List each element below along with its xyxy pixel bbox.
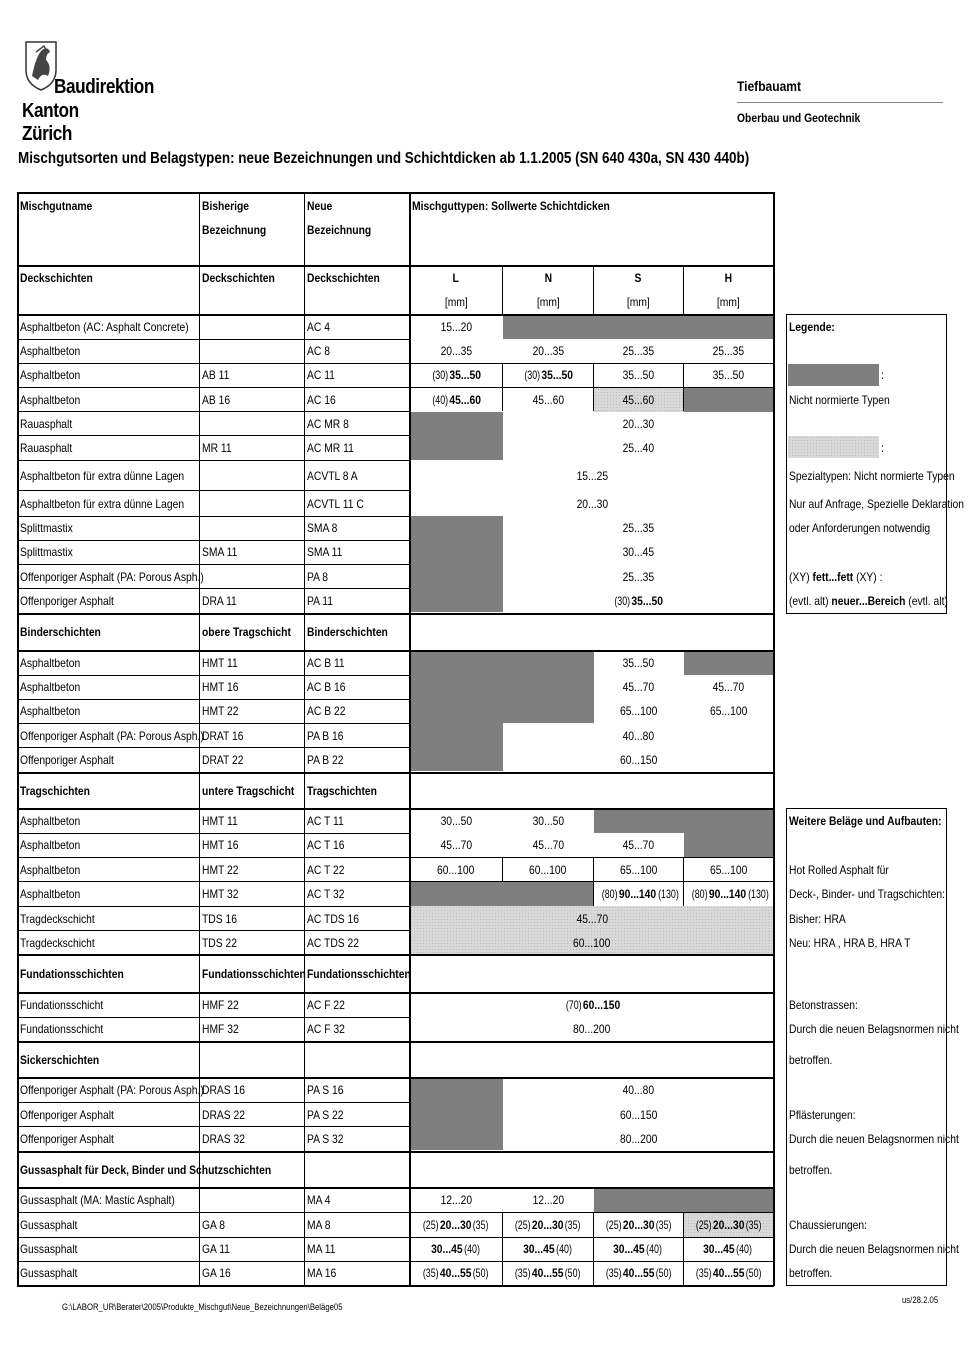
row-divider	[17, 339, 409, 340]
value-cell: (35)40...55(50)	[695, 1266, 762, 1280]
row-divider	[17, 460, 409, 461]
value-cell: 65...100	[619, 704, 658, 718]
table-row-new: AC B 11	[307, 656, 345, 670]
value-cell: 30...45	[622, 545, 655, 559]
table-row-old: DRAT 16	[202, 729, 244, 743]
row-divider	[410, 1237, 774, 1238]
table-row-new: PA 11	[307, 594, 334, 608]
value-cell: (25)20...30(35)	[423, 1218, 489, 1232]
nonstandard-cell	[410, 723, 503, 771]
legend-border	[786, 314, 787, 614]
table-row-old: HMT 32	[202, 887, 239, 901]
value-cell: 80...200	[619, 1132, 658, 1146]
more-border	[786, 808, 787, 1286]
table-row-old: TDS 22	[202, 936, 237, 950]
more-line: Pflästerungen:	[789, 1108, 856, 1122]
unit-mm: [mm]	[536, 295, 560, 309]
table-row-name: Offenporiger Asphalt	[20, 1132, 114, 1146]
org-line-2: Kanton Zürich	[22, 100, 79, 145]
table-row-old: MR 11	[202, 441, 232, 455]
value-cell: 35...50	[622, 656, 655, 670]
table-row-new: AC T 32	[307, 887, 345, 901]
row-divider	[17, 954, 774, 956]
subdepartment-name: Oberbau und Geotechnik	[737, 111, 861, 125]
row-divider	[17, 833, 409, 834]
nonstandard-cell	[410, 882, 594, 906]
value-cell: 45...60	[622, 393, 655, 407]
table-row-new: MA 16	[307, 1266, 337, 1280]
legend-special-1: Spezialtypen: Nicht normierte Typen	[789, 469, 955, 483]
value-cell: (80)90...140(130)	[601, 887, 679, 901]
row-divider	[17, 1261, 409, 1262]
table-row-name: Splittmastix	[20, 521, 73, 535]
value-cell: (35)40...55(50)	[515, 1266, 581, 1280]
row-divider	[17, 1187, 774, 1189]
org-line-1: Baudirektion	[54, 76, 154, 98]
legend-title: Legende:	[789, 320, 835, 334]
nonstandard-cell	[503, 315, 774, 339]
section-deck-new: Deckschichten	[307, 271, 380, 285]
table-row-old: DRAS 32	[202, 1132, 246, 1146]
more-line: betroffen.	[789, 1053, 833, 1067]
value-cell: 30...45(40)	[703, 1242, 753, 1256]
more-line: Betonstrassen:	[789, 998, 858, 1012]
header-bisherige-1: Bisherige	[202, 199, 250, 213]
value-cell: 65...100	[709, 863, 748, 877]
value-cell: 65...100	[709, 704, 748, 718]
table-row-old: DRAS 22	[202, 1108, 246, 1122]
type-H: H	[724, 271, 733, 285]
more-line: Durch die neuen Belagsnormen nicht	[789, 1022, 959, 1036]
row-divider	[17, 613, 774, 615]
table-row-name: Asphaltbeton für extra dünne Lagen	[20, 469, 185, 483]
column-divider	[304, 192, 305, 1286]
more-border	[786, 1285, 946, 1286]
table-row-new: PA B 22	[307, 753, 344, 767]
value-cell: 12...20	[532, 1193, 564, 1207]
row-divider	[410, 881, 774, 882]
section-binder-old: obere Tragschicht	[202, 625, 291, 639]
table-row-new: AC MR 8	[307, 417, 349, 431]
section-fund-new: Fundationsschichten	[307, 967, 411, 981]
value-cell: 45...70	[576, 912, 608, 926]
table-row-old: GA 8	[202, 1218, 225, 1232]
table-row-name: Asphaltbeton	[20, 863, 81, 877]
value-cell: (25)20...30(35)	[605, 1218, 672, 1232]
table-row-name: Rauasphalt	[20, 441, 73, 455]
value-cell: 20...30	[622, 417, 655, 431]
table-row-new: MA 4	[307, 1193, 331, 1207]
nonstandard-cell	[594, 1188, 774, 1212]
table-row-old: TDS 16	[202, 912, 237, 926]
table-row-old: HMT 22	[202, 863, 239, 877]
value-cell: 60...150	[619, 753, 658, 767]
table-row-name: Tragdeckschicht	[20, 936, 95, 950]
more-line: Neu: HRA , HRA B, HRA T	[789, 936, 911, 950]
table-row-new: AC 8	[307, 344, 330, 358]
row-divider	[17, 588, 409, 589]
table-row-old: AB 11	[202, 368, 230, 382]
section-fund-old: Fundationsschichten	[202, 967, 306, 981]
row-divider	[410, 857, 774, 858]
table-row-name: Asphaltbeton	[20, 704, 81, 718]
value-cell: 45...70	[622, 838, 655, 852]
value-cell: (25)20...30(35)	[695, 1218, 762, 1232]
value-cell: (30)35...50	[524, 368, 573, 382]
legend-border	[946, 314, 947, 614]
unit-mm: [mm]	[627, 295, 650, 309]
table-row-name: Asphaltbeton	[20, 814, 81, 828]
table-row-name: Gussasphalt	[20, 1266, 78, 1280]
table-row-name: Offenporiger Asphalt	[20, 594, 114, 608]
more-border	[786, 808, 946, 809]
table-row-name: Offenporiger Asphalt	[20, 1108, 114, 1122]
table-row-new: AC 11	[307, 368, 335, 382]
section-deck-old: Deckschichten	[202, 271, 275, 285]
table-row-name: Asphaltbeton	[20, 393, 81, 407]
table-row-old: HMT 11	[202, 656, 238, 670]
row-divider	[17, 699, 409, 700]
row-divider	[17, 881, 409, 882]
more-border	[946, 808, 947, 1286]
table-border	[773, 192, 775, 1286]
row-divider	[17, 1017, 409, 1018]
row-divider	[17, 363, 409, 364]
table-row-new: AC T 16	[307, 838, 345, 852]
value-cell: (30)35...50	[432, 368, 481, 382]
nonstandard-cell	[410, 1078, 503, 1150]
table-row-name: Gussasphalt	[20, 1242, 78, 1256]
row-divider	[410, 363, 774, 364]
row-divider	[17, 906, 409, 907]
legend-dot-swatch	[788, 436, 879, 458]
table-row-name: Offenporiger Asphalt (PA: Porous Asph.)	[20, 1083, 204, 1097]
table-row-name: Asphaltbeton (AC: Asphalt Concrete)	[20, 320, 189, 334]
section-binder: Binderschichten	[20, 625, 101, 639]
value-cell: (30)35...50	[614, 594, 664, 608]
table-row-new: AC 4	[307, 320, 330, 334]
value-cell: 45...70	[622, 680, 655, 694]
table-row-name: Fundationsschicht	[20, 998, 104, 1012]
row-divider	[17, 1041, 774, 1043]
table-row-new: AC B 22	[307, 704, 346, 718]
value-cell: 30...45(40)	[431, 1242, 480, 1256]
row-divider	[17, 1126, 409, 1127]
table-row-name: Asphaltbeton	[20, 656, 81, 670]
more-line: Durch die neuen Belagsnormen nicht	[789, 1242, 959, 1256]
value-cell: 35...50	[622, 368, 655, 382]
row-divider	[17, 675, 409, 676]
row-divider	[17, 747, 409, 748]
table-row-new: AC T 22	[307, 863, 345, 877]
table-row-name: Asphaltbeton	[20, 368, 81, 382]
row-divider	[17, 1212, 409, 1213]
row-divider	[17, 650, 774, 652]
section-sicker: Sickerschichten	[20, 1053, 100, 1067]
table-row-new: MA 11	[307, 1242, 336, 1256]
table-row-new: AC F 32	[307, 1022, 345, 1036]
row-divider	[17, 540, 409, 541]
legend-special-2: Nur auf Anfrage, Spezielle Deklaration	[789, 497, 964, 511]
unit-mm: [mm]	[717, 295, 740, 309]
table-row-new: AC MR 11	[307, 441, 354, 455]
section-trag: Tragschichten	[20, 784, 90, 798]
table-row-old: DRAS 16	[202, 1083, 246, 1097]
legend-gray-swatch	[788, 364, 879, 386]
nonstandard-cell	[410, 651, 594, 723]
value-cell: 25...40	[622, 441, 655, 455]
doc-date: us/28.2.05	[902, 1295, 939, 1305]
table-row-name: Splittmastix	[20, 545, 73, 559]
table-row-name: Asphaltbeton	[20, 887, 81, 901]
table-row-name: Offenporiger Asphalt (PA: Porous Asph.)	[20, 570, 204, 584]
table-row-old: DRA 11	[202, 594, 237, 608]
row-divider	[17, 435, 409, 436]
legend-colon: :	[881, 441, 884, 455]
table-row-old: HMT 11	[202, 814, 238, 828]
table-row-old: HMT 22	[202, 704, 239, 718]
row-divider	[17, 411, 409, 412]
type-S: S	[635, 271, 642, 285]
value-cell: 20...35	[532, 344, 564, 358]
table-row-old: GA 11	[202, 1242, 230, 1256]
row-divider	[17, 564, 409, 565]
table-border	[17, 1285, 774, 1287]
row-divider	[17, 1102, 409, 1103]
value-cell: (70)60...150	[565, 998, 620, 1012]
nonstandard-cell	[684, 388, 774, 412]
table-row-name: Asphaltbeton für extra dünne Lagen	[20, 497, 185, 511]
row-divider	[17, 516, 409, 517]
table-row-new: MA 8	[307, 1218, 331, 1232]
value-cell: (35)40...55(50)	[605, 1266, 672, 1280]
table-row-old: SMA 11	[202, 545, 238, 559]
table-border	[17, 192, 19, 1286]
department-name: Tiefbauamt	[737, 78, 802, 94]
value-cell: 30...50	[440, 814, 472, 828]
section-fund: Fundationsschichten	[20, 967, 124, 981]
more-line: Hot Rolled Asphalt für	[789, 863, 889, 877]
value-cell: 45...70	[712, 680, 745, 694]
legend-border	[786, 613, 946, 614]
table-row-new: AC TDS 22	[307, 936, 360, 950]
table-row-new: PA S 22	[307, 1108, 344, 1122]
table-row-new: PA S 16	[307, 1083, 344, 1097]
row-divider	[17, 314, 774, 316]
table-row-name: Fundationsschicht	[20, 1022, 104, 1036]
row-divider	[17, 1077, 774, 1079]
legend-xy-2: (evtl. alt) neuer...Bereich (evtl. alt)	[789, 594, 948, 608]
table-row-new: SMA 11	[307, 545, 343, 559]
nonstandard-cell	[684, 833, 774, 857]
section-trag-old: untere Tragschicht	[202, 784, 295, 798]
section-binder-new: Binderschichten	[307, 625, 388, 639]
value-cell: 65...100	[619, 863, 658, 877]
row-divider	[17, 1151, 774, 1153]
value-cell: 40...80	[622, 1083, 655, 1097]
value-cell: (25)20...30(35)	[515, 1218, 581, 1232]
nonstandard-cell	[594, 809, 774, 833]
table-row-name: Asphaltbeton	[20, 680, 81, 694]
value-cell: (80)90...140(130)	[691, 887, 769, 901]
header-neue-2: Bezeichnung	[307, 223, 372, 237]
value-cell: 45...70	[440, 838, 472, 852]
table-row-name: Gussasphalt (MA: Mastic Asphalt)	[20, 1193, 175, 1207]
more-line: Bisher: HRA	[789, 912, 846, 926]
value-cell: 25...35	[622, 570, 655, 584]
value-cell: 20...35	[440, 344, 472, 358]
table-row-new: AC TDS 16	[307, 912, 360, 926]
row-divider	[17, 265, 774, 267]
file-path: G:\LABOR_UR\Berater\2005\Produkte_Mischgut\Neue_Bezeichnungen\Beläge05	[62, 1302, 343, 1312]
section-guss: Gussasphalt für Deck, Binder und Schutzschichten	[20, 1163, 272, 1177]
legend-xy-1: (XY) fett...fett (XY) :	[789, 570, 883, 584]
value-cell: (35)40...55(50)	[423, 1266, 489, 1280]
table-row-name: Asphaltbeton	[20, 344, 81, 358]
value-cell: 15...25	[576, 469, 608, 483]
table-border	[17, 192, 774, 194]
table-row-old: HMF 22	[202, 998, 239, 1012]
legend-colon: :	[881, 368, 884, 382]
section-trag-new: Tragschichten	[307, 784, 377, 798]
table-row-new: ACVTL 8 A	[307, 469, 358, 483]
value-cell: 12...20	[440, 1193, 472, 1207]
value-cell: 80...200	[573, 1022, 611, 1036]
row-divider	[410, 1261, 774, 1262]
value-cell: 30...45(40)	[523, 1242, 572, 1256]
unit-mm: [mm]	[444, 295, 468, 309]
row-divider	[17, 490, 409, 491]
table-row-new: ACVTL 11 C	[307, 497, 364, 511]
more-line: Deck-, Binder- und Tragschichten:	[789, 887, 946, 901]
table-row-old: AB 16	[202, 393, 231, 407]
value-cell: 40...80	[622, 729, 655, 743]
table-row-name: Offenporiger Asphalt	[20, 753, 114, 767]
page-title: Mischgutsorten und Belagstypen: neue Bezeichnungen und Schichtdicken ab 1.1.2005 (SN 640 430a, SN 430 440b)	[18, 150, 750, 167]
more-line: betroffen.	[789, 1163, 833, 1177]
table-row-name: Gussasphalt	[20, 1218, 78, 1232]
more-title: Weitere Beläge und Aufbauten:	[789, 814, 942, 828]
legend-gray-text: Nicht normierte Typen	[789, 393, 890, 407]
type-N: N	[544, 271, 552, 285]
value-cell: 45...70	[532, 838, 564, 852]
table-row-old: GA 16	[202, 1266, 231, 1280]
header-bisherige-2: Bezeichnung	[202, 223, 267, 237]
table-row-name: Offenporiger Asphalt (PA: Porous Asph.)	[20, 729, 204, 743]
value-cell: 30...45(40)	[613, 1242, 663, 1256]
more-line: betroffen.	[789, 1266, 833, 1280]
nonstandard-cell	[410, 412, 503, 460]
table-row-new: PA B 16	[307, 729, 344, 743]
value-cell: 20...30	[576, 497, 608, 511]
table-row-name: Rauasphalt	[20, 417, 73, 431]
value-cell: 60...100	[437, 863, 475, 877]
value-cell: 30...50	[532, 814, 564, 828]
type-L: L	[452, 271, 460, 285]
value-cell: 25...35	[622, 344, 655, 358]
header-mischgutname: Mischgutname	[20, 199, 93, 213]
row-divider	[410, 1212, 774, 1213]
row-divider	[17, 1237, 409, 1238]
table-row-name: Tragdeckschicht	[20, 912, 95, 926]
row-divider	[410, 387, 774, 388]
table-row-new: AC F 22	[307, 998, 345, 1012]
table-row-name: Asphaltbeton	[20, 838, 81, 852]
value-cell: 35...50	[712, 368, 745, 382]
table-row-new: PA S 32	[307, 1132, 344, 1146]
header-mischguttypen: Mischguttypen: Sollwerte Schichtdicken	[412, 199, 610, 213]
value-cell: 60...100	[573, 936, 611, 950]
header-neue-1: Neue	[307, 199, 333, 213]
table-row-old: HMT 16	[202, 838, 239, 852]
value-cell: 15...20	[440, 320, 472, 334]
row-divider	[17, 930, 409, 931]
row-divider	[17, 387, 409, 388]
table-row-new: AC T 11	[307, 814, 344, 828]
table-row-new: AC B 16	[307, 680, 346, 694]
table-row-new: SMA 8	[307, 521, 338, 535]
value-cell: 25...35	[622, 521, 655, 535]
legend-border	[786, 314, 946, 315]
row-divider	[17, 808, 774, 810]
section-deck: Deckschichten	[20, 271, 93, 285]
row-divider	[17, 723, 409, 724]
nonstandard-cell	[410, 516, 503, 612]
table-row-new: AC 16	[307, 393, 336, 407]
row-divider	[17, 772, 774, 774]
table-row-old: HMT 16	[202, 680, 239, 694]
more-line: Durch die neuen Belagsnormen nicht	[789, 1132, 959, 1146]
table-row-new: PA 8	[307, 570, 329, 584]
table-row-old: DRAT 22	[202, 753, 244, 767]
row-divider	[17, 992, 774, 994]
value-cell: (40)45...60	[432, 393, 481, 407]
row-divider	[17, 857, 409, 858]
value-cell: 45...60	[532, 393, 564, 407]
more-line: Chaussierungen:	[789, 1218, 868, 1232]
value-cell: 25...35	[712, 344, 745, 358]
legend-special-3: oder Anforderungen notwendig	[789, 521, 931, 535]
table-row-old: HMF 32	[202, 1022, 239, 1036]
value-cell: 60...150	[619, 1108, 658, 1122]
nonstandard-cell	[684, 651, 774, 675]
value-cell: 60...100	[529, 863, 567, 877]
